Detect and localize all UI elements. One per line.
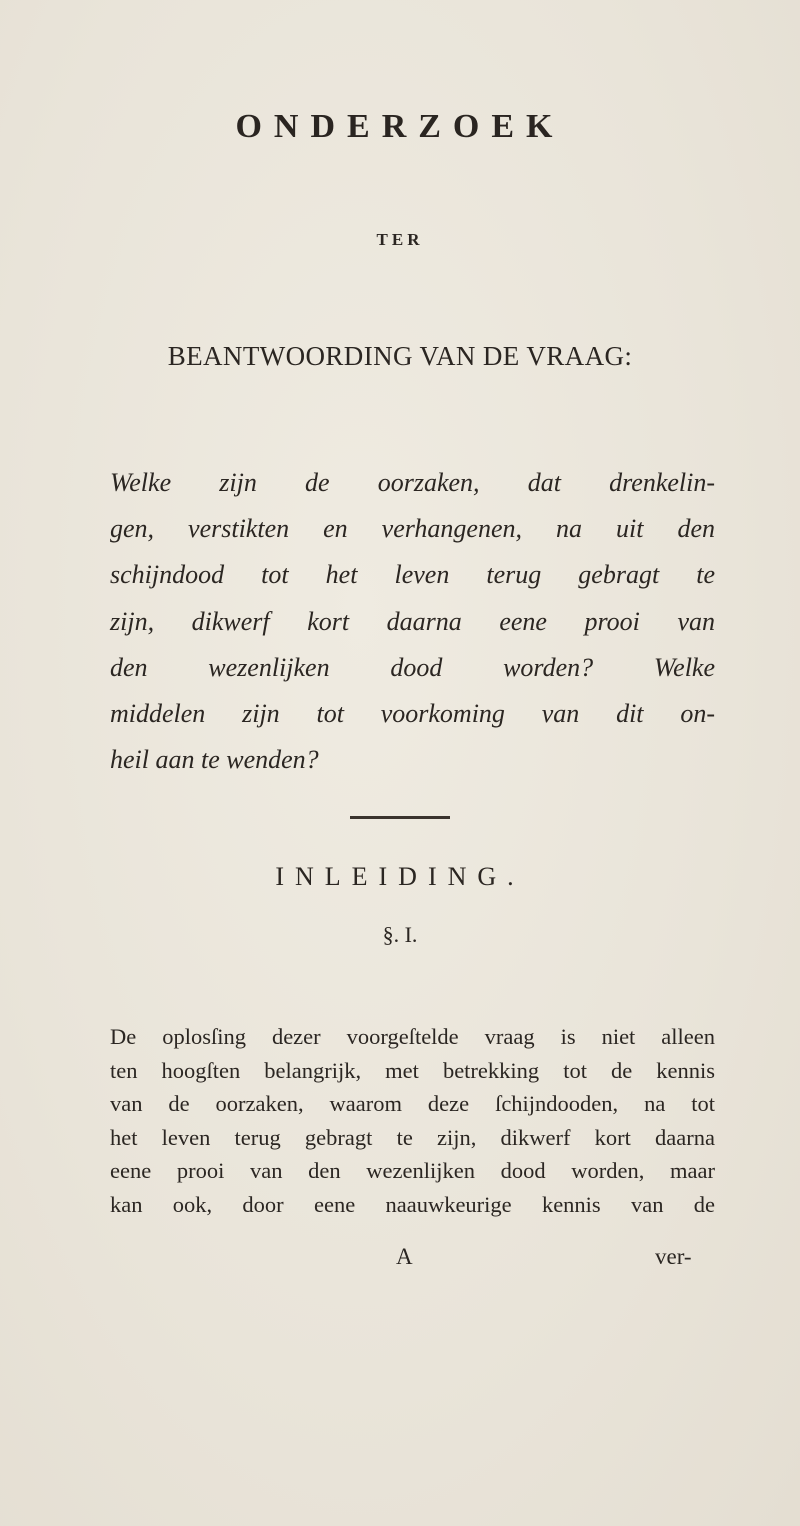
body-line: kan ook, door eene naauwkeurige kennis van de [110, 1191, 715, 1217]
body-line: eene prooi van den wezenlijken dood worden, maar [110, 1158, 715, 1183]
question-line: den wezenlijken dood worden? Welke [110, 652, 715, 682]
body-line: van de oorzaken, waarom deze ſchijndooden, na tot [110, 1091, 715, 1116]
question-line: heil aan te wenden? [110, 745, 319, 775]
question-line: schijndood tot het leven terug gebragt te [110, 560, 715, 590]
catchword: ver- [655, 1244, 692, 1269]
question-text [110, 460, 715, 783]
question-heading: BEANTWOORDING VAN DE VRAAG: [167, 341, 633, 371]
question-line: Welke zijn de oorzaken, dat drenkelin- [110, 468, 715, 497]
subtitle-ter: TER [376, 230, 424, 249]
signature-mark: A [396, 1244, 413, 1269]
question-line: middelen zijn tot voorkoming van dit on- [110, 698, 715, 728]
body-line: ten hoogſten belangrijk, met betrekking tot de kennis [110, 1057, 715, 1083]
divider-rule [350, 816, 450, 819]
body-line: De oplosſing dezer voorgeſtelde vraag is niet alleen [110, 1024, 715, 1049]
section-title: INLEIDING. [275, 862, 525, 891]
section-number: §. I. [382, 922, 418, 947]
title: ONDERZOEK [235, 108, 565, 145]
question-line: zijn, dikwerf kort daarna eene prooi van [110, 606, 715, 636]
body-text [110, 1020, 715, 1221]
body-line: het leven terug gebragt te zijn, dikwerf kort daarna [110, 1124, 715, 1150]
question-line: gen, verstikten en verhangenen, na uit den [110, 514, 715, 544]
